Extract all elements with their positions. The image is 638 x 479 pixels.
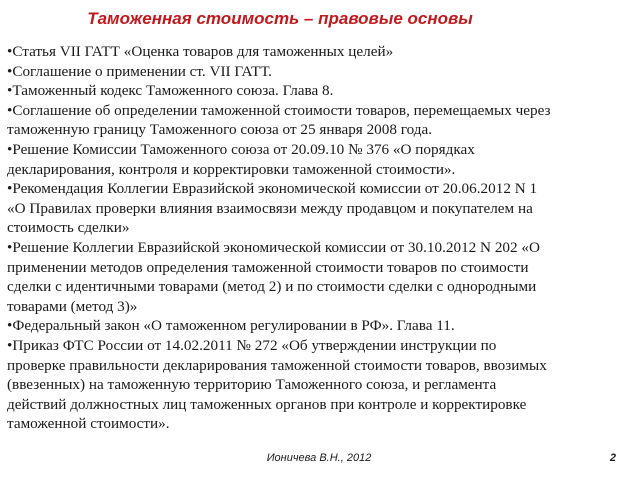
legal-basis-list bbox=[7, 42, 635, 434]
list-item: •Таможенный кодекс Таможенного союза. Глава 8. bbox=[7, 82, 334, 100]
slide-title: Таможенная стоимость – правовые основы bbox=[87, 9, 473, 28]
list-item: •Решение Коллегии Евразийской экономической комиссии от 30.10.2012 N 202 «О применении методов определения таможенной стоимости товаров по стоимости сделки с идентичными товарами (метод 2) и по стоимости сделки с однородными товарами (метод 3)» bbox=[7, 238, 540, 315]
list-item: •Приказ ФТС России от 14.02.2011 № 272 «Об утверждении инструкции по проверке правильности декларирования таможенной стоимости товаров, ввозимых (ввезенных) на таможенную территорию Таможенного союза, и регламента действий должностных лиц таможенных органов при контроле и корректировке таможенной стоимости». bbox=[7, 336, 547, 433]
list-item: •Решение Комиссии Таможенного союза от 20.09.10 № 376 «О порядках декларирования, контроля и корректировки таможенной стоимости». bbox=[7, 140, 475, 178]
list-item: •Статья VII ГАТТ «Оценка товаров для таможенных целей» bbox=[7, 43, 394, 60]
list-item: •Соглашение о применении ст. VII ГАТТ. bbox=[7, 62, 272, 80]
page-number: 2 bbox=[609, 452, 616, 464]
list-item: •Федеральный закон «О таможенном регулировании в РФ». Глава 11. bbox=[7, 317, 455, 335]
list-item: •Соглашение об определении таможенной стоимости товаров, перемещаемых через таможенную границу Таможенного союза от 25 января 2008 года. bbox=[7, 101, 551, 139]
footer-author: Ионичева В.Н., 2012 bbox=[266, 452, 372, 464]
list-item: •Рекомендация Коллегии Евразийской экономической комиссии от 20.06.2012 N 1 «О Правилах проверки влияния взаимосвязи между продавцом и покупателем на стоимость сделки» bbox=[7, 180, 538, 237]
